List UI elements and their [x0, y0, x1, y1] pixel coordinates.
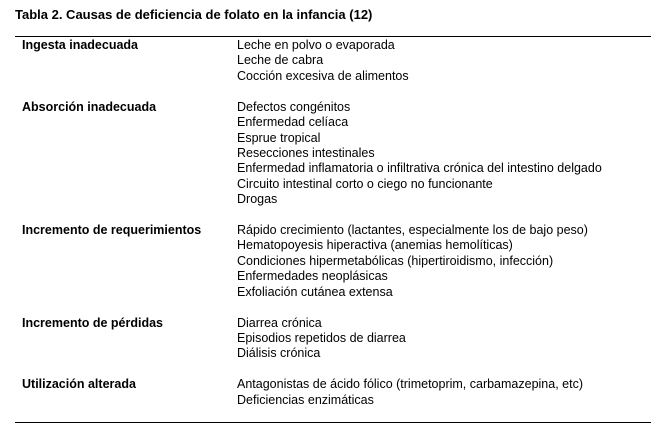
cause-item: Enfermedad inflamatoria o infiltrativa crónica del intestino delgado: [237, 161, 602, 176]
cause-item: Esprue tropical: [237, 130, 321, 145]
table-row-utilizacion: [22, 377, 650, 408]
cause-item: Hematopoyesis hiperactiva (anemias hemolíticas): [237, 238, 513, 253]
cause-item: Drogas: [237, 192, 278, 207]
cause-item: Diarrea crónica: [237, 315, 322, 330]
category-label: Absorción inadecuada: [22, 99, 157, 114]
cause-item: Defectos congénitos: [237, 99, 351, 114]
table-title: Tabla 2. Causas de deficiencia de folato en la infancia (12): [15, 7, 373, 22]
top-rule: [15, 36, 651, 37]
cause-list: [237, 38, 650, 84]
cause-item: Antagonistas de ácido fólico (trimetoprim, carbamazepina, etc): [237, 377, 583, 392]
table-row-absorcion: [22, 100, 650, 208]
cause-item: Rápido crecimiento (lactantes, especialmente los de bajo peso): [237, 223, 588, 238]
cause-item: Leche de cabra: [237, 53, 324, 68]
cause-item: Condiciones hipermetabólicas (hipertiroidismo, infección): [237, 253, 554, 268]
cause-item: Enfermedad celíaca: [237, 115, 349, 130]
table-row-requerimientos: [22, 223, 650, 300]
table-body: [22, 38, 650, 408]
cause-list: [237, 377, 650, 408]
table-row-perdidas: [22, 316, 650, 362]
cause-item: Diálisis crónica: [237, 346, 321, 361]
cause-item: Circuito intestinal corto o ciego no funcionante: [237, 176, 493, 191]
cause-list: [237, 100, 650, 208]
cause-item: Cocción excesiva de alimentos: [237, 68, 409, 83]
cause-list: [237, 316, 650, 362]
cause-item: Exfoliación cutánea extensa: [237, 284, 393, 299]
cause-item: Deficiencias enzimáticas: [237, 392, 374, 407]
table-row-ingesta: [22, 38, 650, 84]
category-label: Ingesta inadecuada: [22, 38, 139, 52]
cause-item: Resecciones intestinales: [237, 145, 375, 160]
bottom-rule: [15, 422, 651, 423]
cause-item: Enfermedades neoplásicas: [237, 269, 388, 284]
cause-list: [237, 223, 650, 300]
category-label: Incremento de requerimientos: [22, 223, 202, 238]
cause-item: Leche en polvo o evaporada: [237, 38, 395, 52]
category-label: Incremento de pérdidas: [22, 315, 164, 330]
category-label: Utilización alterada: [22, 377, 136, 392]
cause-item: Episodios repetidos de diarrea: [237, 331, 406, 345]
